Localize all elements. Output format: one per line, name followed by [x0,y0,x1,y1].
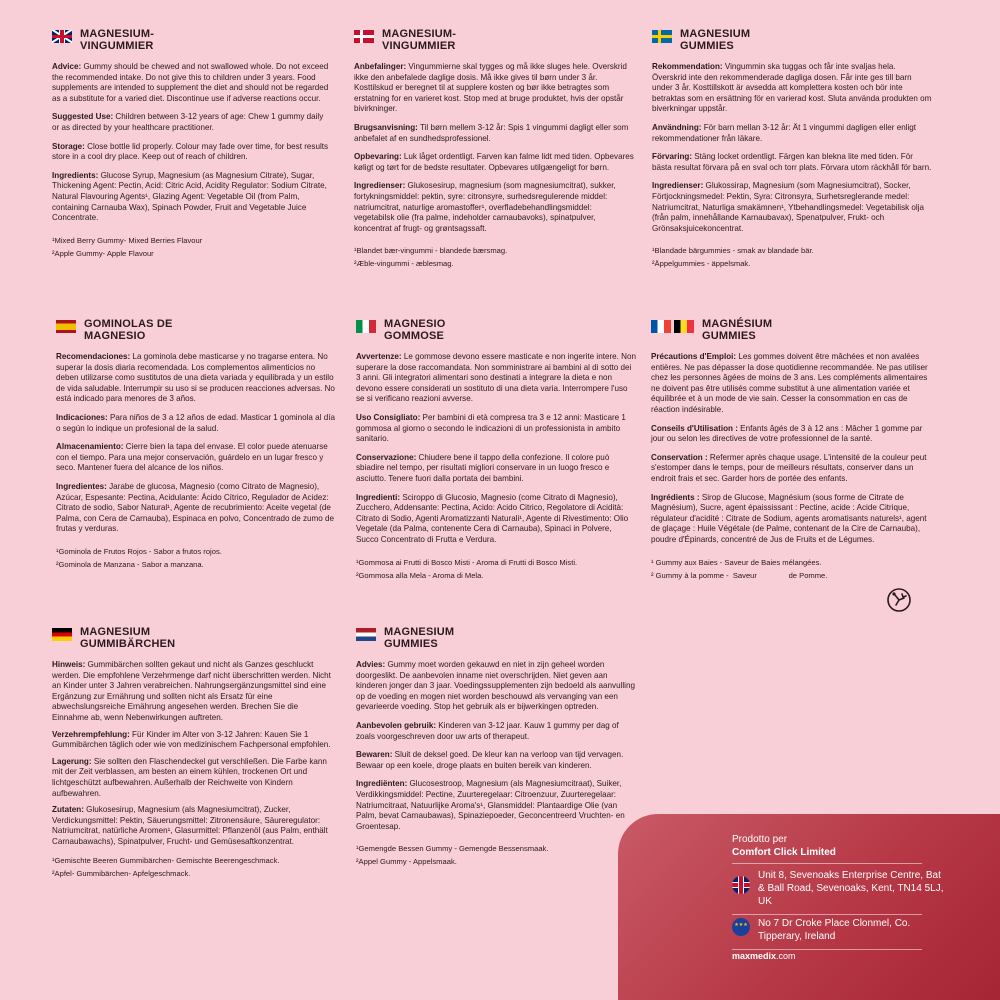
usage-text: Användning: För barn mellan 3-12 år: Ät 1 vingummi dagligen eller enligt rekommendationer från läkare. [652,122,917,143]
footnote-1: ¹Mixed Berry Gummy- Mixed Berries Flavour [52,235,203,245]
section-title: MAGNESIUM GUMMIBÄRCHEN [80,626,176,650]
footnote-2: ² Gummy à la pomme - Saveur de Pomme. [651,570,828,580]
storage-text: Bewaren: Sluit de deksel goed. De kleur kan na verloop van tijd vervagen. Bewaar op een koele, droge plaats en buiten bereik van kinderen. [356,750,624,770]
belgium-flag-icon [674,320,694,333]
footnote-2: ²Äppelgummies - äppelsmak. [652,259,751,269]
storage-text: Lagerung: Sie sollten den Flaschendeckel gut verschließen. Die Farbe kann mit der Zeit verblassen, am besten an einem kühlen, trockenen Ort und lichtgeschützt aufbewahren. Außerhalb der Reichweite von Kindern aufbewahren. [52,756,327,798]
footnote-2: ²Gommosa alla Mela - Aroma di Mela. [356,570,484,580]
footnote-1: ¹Gommosa ai Frutti di Bosco Misti - Aroma di Frutti di Bosco Misti. [356,557,578,567]
uk-flag-icon [52,30,72,43]
advice-text: Recomendaciones: La gominola debe masticarse y no tragarse entera. No superar la dosis diaria recomendada. Los complementos alimenticios no deben utilizarse como sustitutos de una dieta variada y equilibrada y un estilo de vida saludable. Interrumpir su uso si se producen reacciones adversas. No está indicado para menores de 3 años. [56,352,335,404]
advice-text: Advice: Gummy should be chewed and not swallowed whole. Do not exceed the recommended intake. Do not give this to children under 3 years. Food supplements are intended to supplement the diet and should not be regarded as a substitute for a varied diet. Discontinue use if adverse reactions occur. [52,62,329,103]
ingredients-text: Ingrédients : Sirop de Glucose, Magnésium (sous forme de Citrate de Magnésium), Sucre, agent épaississant : Pectine, acide : Acide Citrique, régulateur d'acidité : Citrate de Sodium, agents aromatisants naturels¹, agent de glaçage : Huile Végétale (de Palme, contenant de la Cire de Carnauba), poudre d'Épinards, concentré de Jus de Fruits et de Légumes. [651,492,927,544]
ingredients-text: Ingredienser: Glukosesirup, magnesium (som magnesiumcitrat), sukker, fortykningsmiddel: pektin, syre: citronsyre, surhedsregulerende middel: natriumcitrat, naturlige aromastoffer¹, overfladebehandlingsmiddel: vegetabilsk olie (fra palme, indeholder carnaubavoks), spinatpulver, koncentrat af frugt- og grøntsagssaft. [354,181,616,233]
company-name: Comfort Click Limited [732,847,836,858]
usage-text: Indicaciones: Para niños de 3 a 12 años de edad. Masticar 1 gominola al día o según lo indique un profesional de la salud. [56,412,335,433]
section-it [356,318,636,584]
usage-text: Uso Consigliato: Per bambini di età compresa tra 3 e 12 anni: Masticare 1 gommosa al giorno o secondo le indicazioni di un professionista in ambito sanitario. [356,412,626,444]
storage-text: Almacenamiento: Cierre bien la tapa del envase. El color puede atenuarse con el tiempo. Para una mejor conservación, guárdelo en un lugar fresco y seco. Mantener fuera del alcance de los niños. [56,442,328,473]
advice-text: Avvertenze: Le gommose devono essere masticate e non ingerite intere. Non superare la dose raccomandata. Non somministrare ai bambini al di sotto dei 3 anni. Gli integratori alimentari sono destinati a integrare la dieta e non devono essere considerati un sostituto di una dieta varia. Interrompere l'uso se si verificano reazioni avverse. [356,352,636,404]
footnote-1: ¹Gemischte Beeren Gummibärchen- Gemischte Beerengeschmack. [52,855,280,865]
divider [732,914,922,915]
advice-text: Rekommendation: Vingummin ska tuggas och får inte svaljas hela. Överskrid inte den rekommenderade dagliga dosen. Får inte ges till barn under 3 år. Kosttillskott är avsedda att komplettera kosten och bör inte betraktas som en ersättning för en varierad kost. Sluta använda produkten om biverkningar uppstår. [652,62,932,114]
divider [732,863,922,864]
produced-by-label: Prodotto per [732,834,788,845]
usage-text: Verzehrempfehlung: Für Kinder im Alter von 3-12 Jahren: Kauen Sie 1 Gummibärchen täglich oder wie von medizinischem Fachpersonal empfohlen. [52,729,331,750]
germany-flag-icon [52,628,72,641]
uk-address: Unit 8, Sevenoaks Enterprise Centre, Bat & Ball Road, Sevenoaks, Kent, TN14 5LJ, UK [758,870,944,907]
ingredients-text: Ingredientes: Jarabe de glucosa, Magnesio (como Citrato de Magnesio), Azúcar, Espesante: Pectina, Acidulante: Ácido Cítrico, Regulador de Acidez: Citrato de sodio, Sabor Natural¹, Agente de recubrimiento: Aceite vegetal (de Palma, con Cera de Carnauba), Espinaca en polvo, Concentrado de zumo de frutas y verduras. [56,481,335,534]
section-title: MAGNESIUM- VINGUMMIER [382,28,457,52]
usage-text: Suggested Use: Children between 3-12 years of age: Chew 1 gummy daily or as directed by your healthcare practitioner. [52,112,324,132]
footnote-2: ²Appel Gummy - Appelsmaak. [356,857,457,867]
ie-address: No 7 Dr Croke Place Clonmel, Co. Tipperary, Ireland [758,918,911,942]
footnote-1: ¹Gominola de Frutos Rojos - Sabor a frutos rojos. [56,546,222,556]
section-title: MAGNÉSIUM GUMMIES [702,318,773,342]
storage-text: Opbevaring: Luk låget ordentligt. Farven kan falme lidt med tiden. Opbevares køligt og tørt for de bedste resultater. Opbevares utilgængeligt for børn. [354,152,634,172]
section-en [52,28,332,262]
advice-text: Hinweis: Gummibärchen sollten gekaut und nicht als Ganzes geschluckt werden. Die empfohlene Verzehrmenge darf nicht überschritten werden. Nicht an Kinder unter 3 Jahren verabreichen. Nahrungsergänzungsmittel sind eine Ergänzung zur Ernährung und sollten nicht als Ersatz für eine abwechslungsreiche Ernährung angesehen werden. Brechen Sie die Einnahme ab, wenn Nebenwirkungen auftreten. [52,660,331,722]
spain-flag-icon [56,320,76,333]
section-fr [651,318,931,584]
divider [732,949,922,950]
uk-flag-icon [732,876,750,894]
usage-text: Brugsanvisning: Til børn mellem 3-12 år: Spis 1 vingummi dagligt eller som anbefalet af en sundhedsprofessionel. [354,122,629,143]
ingredients-text: Zutaten: Glukosesirup, Magnesium (als Magnesiumcitrat), Zucker, Verdickungsmittel: Pektin, Säuerungsmittel: Zitronensäure, Säureregulator: Natriumcitrat, natürliche Aromen¹, Glasurmittel: Pflanzenöl (aus Palm, enthält Carnaubawachs), Spinatpulver, Frucht- und Gemüsesaftkonzentrat. [52,805,328,846]
storage-text: Conservazione: Chiudere bene il tappo della confezione. Il colore può sbiadire nel tempo, per risultati migliori conservare in un luogo fresco e asciutto. Tenere fuori dalla portata dei bambini. [356,452,610,483]
section-title: MAGNESIUM GUMMIES [680,28,751,52]
section-title: MAGNESIUM GUMMIES [384,626,455,650]
ingredients-text: Ingredienser: Glukossirap, Magnesium (som Magnesiumcitrat), Socker, Förtjockningsmedel: Pektin, Syra: Citronsyra, Surhetsreglerande medel: Natriumcitrat, Naturliga smakämnen¹, Ytbehandlingsmedel: Vegetabilisk olja (från palm, innehållande Karnaubavax), Spenatpulver, Frukt- och Grönsaksjuicekoncentrat. [652,181,925,233]
section-es [56,318,336,573]
usage-text: Conseils d'Utilisation : Enfants âgés de 3 à 12 ans : Mâcher 1 gomme par jour ou selon les directives de votre professionnel de la santé. [651,423,923,444]
recycle-icon [886,587,912,613]
section-se [652,28,932,272]
manufacturer-panel [618,814,1000,1000]
ingredients-text: Ingredients: Glucose Syrup, Magnesium (as Magnesium Citrate), Sugar, Thickening Agent: Pectin, Acid: Citric Acid, Acidity Regulator: Sodium Citrate, Natural Flavouring Agents¹, Glazing Agent: Vegetable Oil (from Palm, containing Carnauba Wax), Spinach Powder, Fruit and Vegetable Juice Concentrate. [52,170,327,223]
footnote-2: ²Æble-vingummi - æblesmag. [354,259,454,269]
website-link[interactable]: maxmedix.com [732,951,796,961]
footnote-2: ²Gominola de Manzana - Sabor a manzana. [56,559,204,569]
section-title: MAGNESIO GOMMOSE [384,318,446,342]
section-title: GOMINOLAS DE MAGNESIO [84,318,173,342]
footnote-1: ¹Gemengde Bessen Gummy - Gemengde Bessensmaak. [356,844,549,854]
denmark-flag-icon [354,30,374,43]
footnote-2: ²Apfel- Gummibärchen- Apfelgeschmack. [52,868,191,878]
storage-text: Storage: Close bottle lid properly. Colour may fade over time, for best results store in a cool dry place. Keep out of reach of children. [52,141,329,162]
netherlands-flag-icon [356,628,376,641]
advice-text: Advies: Gummy moet worden gekauwd en niet in zijn geheel worden doorgeslikt. De aanbevolen inname niet overschrijden. Niet geven aan kinderen jonger dan 3 jaar. Voedingssupplementen zijn bedoeld als aanvulling op de voeding en mogen niet worden beschouwd als vervanging van een gevarieerde voeding. Stop het gebruik als er bijwerkingen optreden. [356,660,635,712]
advice-text: Anbefalinger: Vingummierne skal tygges og må ikke sluges hele. Overskrid ikke den anbefalede daglige dosis. Må ikke gives til børn under 3 år. Kosttilskud er beregnet til at supplere kosten og bør ikke betragtes som erstatning for en varieret kost. Stop med at bruge produktet, hvis der opstår bivirkninger. [354,62,627,114]
storage-text: Förvaring: Stäng locket ordentligt. Färgen kan blekna lite med tiden. För bästa resultat förvara på en sval och torr plats. Förvara utom räckhåll för barn. [652,152,932,172]
section-dk [354,28,634,272]
footnote-1: ¹ Gummy aux Baies - Saveur de Baies mélangées. [651,557,822,567]
ingredients-text: Ingredienti: Sciroppo di Glucosio, Magnesio (come Citrato di Magnesio), Zucchero, Addensante: Pectina, Acido: Acido Citrico, Regolatore di Acidità: Citrato di Sodio, Agenti Aromatizzanti Naturali¹, Agente di Rivestimento: Olio Vegetale (da Palma, contenente Cera di Carnauba), Spinaci in Polvere, Succo Concentrato di Frutta e Verdura. [356,492,629,544]
ingredients-text: Ingrediënten: Glucosestroop, Magnesium (als Magnesiumcitraat), Suiker, Verdikkingsmiddel: Pectine, Zuurteregelaar: Citroenzuur, Zuurteregelaar: Natriumcitraat, Natuurlijke Aroma's¹, Glansmiddel: Plantaardige Olie (van Palm, bevat Carnaubawas), Spinaziepoeder, Geconcentreerd Vruchten- en Groentesap. [356,779,625,831]
advice-text: Précautions d'Emploi: Les gommes doivent être mâchées et non avalées entières. Ne pas dépasser la dose quotidienne recommandée. Ne pas utiliser chez les personnes âgées de moins de 3 ans. Les compléments alimentaires ne doivent pas être utilisés comme substitut à une alimentation variée et équilibrée et à un mode de vie sain. Cesser la consommation en cas de réaction indésirable. [651,352,928,414]
footnote-1: ¹Blandade bärgummies - smak av blandade bär. [652,246,814,256]
sweden-flag-icon [652,30,672,43]
section-nl [356,626,636,870]
storage-text: Conservation : Refermer après chaque usage. L'intensité de la couleur peut s'estomper dans le temps, pour de meilleurs résultats, conserver dans un endroit frais et sec. Garder hors de portée des enfants. [651,452,927,483]
eu-flag-icon [732,918,750,936]
italy-flag-icon [356,320,376,333]
footnote-2: ²Apple Gummy- Apple Flavour [52,248,154,258]
usage-text: Aanbevolen gebruik: Kinderen van 3-12 jaar. Kauw 1 gummy per dag of zoals voorgeschreven door uw arts of therapeut. [356,720,619,741]
france-flag-icon [651,320,671,333]
section-de [52,626,332,882]
footnote-1: ¹Blandet bær-vingummi - blandede bærsmag. [354,246,508,256]
section-title: MAGNESIUM- VINGUMMIER [80,28,155,52]
